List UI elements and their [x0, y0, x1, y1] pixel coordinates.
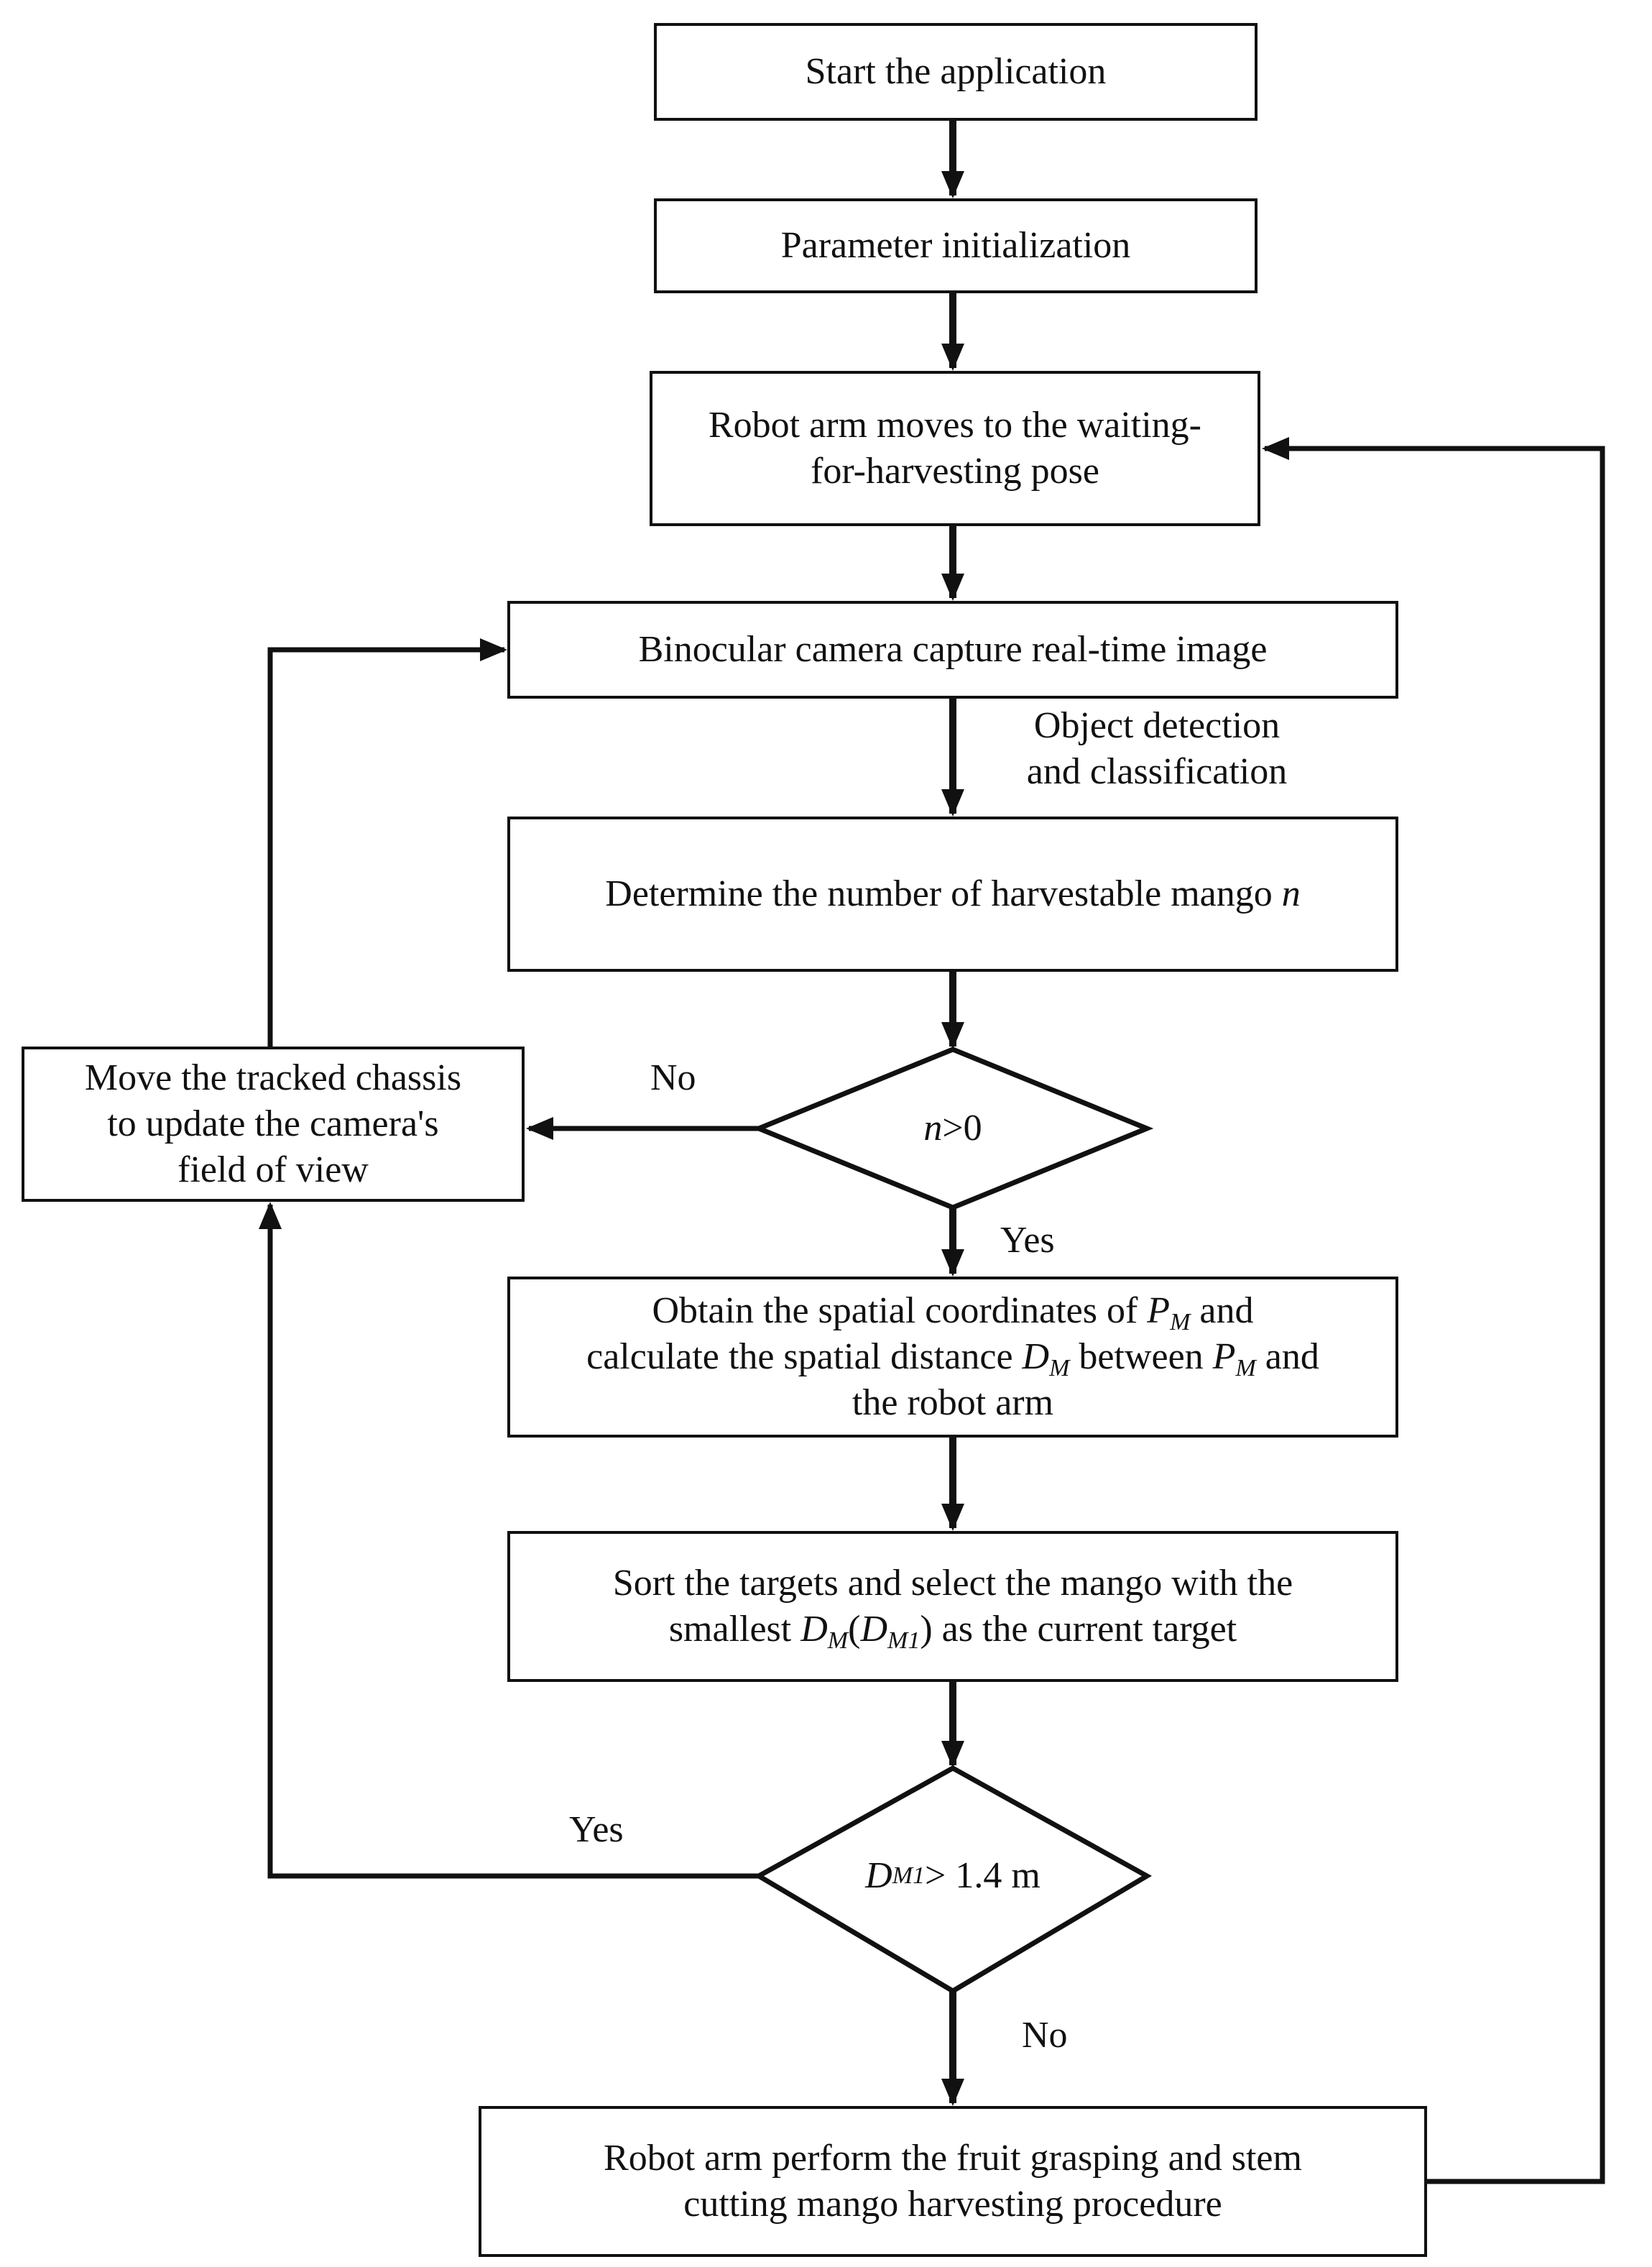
math-var-d: D: [800, 1609, 828, 1650]
decision-n-label: [831, 1103, 1075, 1154]
process-obtain-coordinates-line1: [652, 1288, 1254, 1334]
math-var-n: n: [1281, 873, 1301, 914]
math-sub-m: M: [1235, 1355, 1256, 1381]
process-obtain-coordinates-line2: [586, 1334, 1319, 1380]
text-segment: calculate the spatial distance: [586, 1336, 1023, 1377]
process-move-chassis-line1: Move the tracked chassis: [84, 1057, 462, 1098]
decision-distance-label: D M1 > 1.4 m: [773, 1849, 1132, 1903]
text-segment: smallest: [668, 1609, 801, 1650]
edge-label-yes-ncheck: Yes: [1000, 1220, 1055, 1261]
math-sub-m1: M1: [887, 1627, 920, 1654]
text-segment: Obtain the spatial coordinates of: [652, 1290, 1148, 1331]
process-start-label: Start the application: [805, 51, 1107, 92]
process-sort-targets-line2: [669, 1606, 1237, 1652]
math-var-n: n: [923, 1108, 943, 1149]
text-segment: between: [1069, 1336, 1213, 1377]
process-determine-mango-count-label: [605, 871, 1300, 917]
process-obtain-coordinates-line3: the robot arm: [852, 1382, 1054, 1423]
edge-label-no-distancecheck: No: [1022, 2015, 1068, 2056]
process-determine-mango-count: [507, 817, 1398, 972]
process-waiting-pose-line1: Robot arm moves to the waiting-: [708, 405, 1201, 446]
math-var-d: D: [860, 1609, 888, 1650]
process-start: [654, 23, 1258, 121]
process-parameter-initialization-label: Parameter initialization: [780, 225, 1131, 266]
process-move-chassis-line3: field of view: [177, 1149, 369, 1190]
connector-chassis-to-camera: [270, 650, 504, 1047]
process-harvest-procedure: [479, 2106, 1427, 2257]
edge-label-object-detection-line2: and classification: [1026, 751, 1288, 792]
text-segment: Determine the number of harvestable mango: [605, 873, 1282, 914]
text-segment: >0: [942, 1108, 982, 1149]
text-segment: (: [848, 1609, 861, 1650]
edge-label-no-ncheck: No: [650, 1057, 696, 1098]
process-harvest-procedure-line2: cutting mango harvesting procedure: [683, 2184, 1222, 2225]
process-waiting-pose: [650, 371, 1260, 526]
math-var-d: D: [1022, 1336, 1050, 1377]
edge-label-object-detection-line1: Object detection: [1033, 705, 1280, 746]
process-parameter-initialization: [654, 198, 1258, 293]
process-harvest-procedure-line1: Robot arm perform the fruit grasping and stem: [604, 2138, 1302, 2179]
process-obtain-coordinates: [507, 1277, 1398, 1438]
process-sort-targets-line1: Sort the targets and select the mango with the: [612, 1563, 1293, 1604]
process-camera-capture-label: Binocular camera capture real-time image: [638, 629, 1268, 670]
text-segment: > 1.4 m: [925, 1855, 1040, 1896]
process-waiting-pose-line2: for-harvesting pose: [811, 451, 1099, 492]
process-sort-targets: [507, 1531, 1398, 1682]
math-sub-m: M: [827, 1627, 849, 1654]
math-sub-m: M: [1049, 1355, 1070, 1381]
edge-label-object-detection: [984, 703, 1329, 795]
math-var-p: P: [1212, 1336, 1236, 1377]
math-var-p: P: [1147, 1290, 1171, 1331]
edge-label-yes-distancecheck: Yes: [569, 1809, 624, 1850]
process-move-chassis-line2: to update the camera's: [107, 1103, 439, 1144]
text-segment: ) as the current target: [920, 1609, 1237, 1650]
math-var-d: D: [865, 1855, 892, 1896]
math-sub-m: M: [1170, 1309, 1191, 1335]
process-move-chassis: [22, 1047, 525, 1202]
text-segment: and: [1255, 1336, 1319, 1377]
text-segment: and: [1190, 1290, 1254, 1331]
process-camera-capture: [507, 601, 1398, 699]
